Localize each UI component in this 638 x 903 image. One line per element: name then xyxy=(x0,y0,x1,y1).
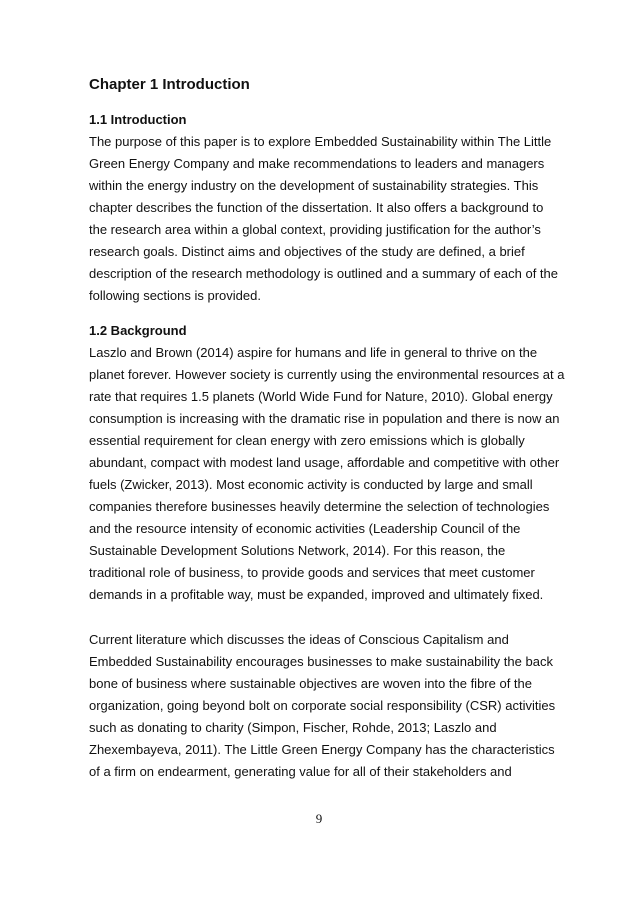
paragraph xyxy=(89,342,564,606)
text-line: bone of business where sustainable objectives are woven into the fibre of the xyxy=(89,676,532,691)
text-line: The purpose of this paper is to explore Embedded Sustainability within The Little xyxy=(89,134,552,149)
text-line: Embedded Sustainability encourages businesses to make sustainability the back xyxy=(89,654,553,669)
section-heading: 1.2 Background xyxy=(89,323,187,338)
chapter-title: Chapter 1 Introduction xyxy=(89,76,250,93)
paragraph xyxy=(89,131,558,307)
text-line: Green Energy Company and make recommendations to leaders and managers xyxy=(89,156,545,171)
text-line: chapter describes the function of the dissertation. It also offers a background to xyxy=(89,200,544,215)
text-line: of a firm on endearment, generating value for all of their stakeholders and xyxy=(89,764,512,779)
text-line: the research area within a global context, providing justification for the author’s xyxy=(89,222,541,237)
text-line: research goals. Distinct aims and objectives of the study are defined, a brief xyxy=(89,244,525,259)
text-line: consumption is increasing with the dramatic rise in population and there is now an xyxy=(89,411,560,426)
text-line: organization, going beyond bolt on corporate social responsibility (CSR) activities xyxy=(89,698,556,713)
text-line: Sustainable Development Solutions Network, 2014). For this reason, the xyxy=(89,543,506,558)
text-line: Current literature which discusses the ideas of Conscious Capitalism and xyxy=(89,632,509,647)
text-line: essential requirement for clean energy with zero emissions which is globally xyxy=(89,433,525,448)
text-line: companies therefore businesses heavily determine the selection of technologies xyxy=(89,499,550,514)
text-line: such as donating to charity (Simpon, Fischer, Rohde, 2013; Laszlo and xyxy=(89,720,497,735)
text-line: and the resource intensity of economic activities (Leadership Council of the xyxy=(89,521,521,536)
text-line: rate that requires 1.5 planets (World Wide Fund for Nature, 2010). Global energy xyxy=(89,389,553,404)
text-line: abundant, compact with modest land usage, affordable and competitive with other xyxy=(89,455,560,470)
text-line: demands in a profitable way, must be expanded, improved and ultimately fixed. xyxy=(89,587,544,602)
text-line: fuels (Zwicker, 2013). Most economic activity is conducted by large and small xyxy=(89,477,533,492)
section-heading: 1.1 Introduction xyxy=(89,112,187,127)
text-line: following sections is provided. xyxy=(89,288,261,303)
text-line: description of the research methodology is outlined and a summary of each of the xyxy=(89,266,558,281)
text-line: Laszlo and Brown (2014) aspire for humans and life in general to thrive on the xyxy=(89,345,538,360)
text-line: Zhexembayeva, 2011). The Little Green Energy Company has the characteristics xyxy=(89,742,555,757)
page-number: 9 xyxy=(315,811,323,826)
text-line: planet forever. However society is currently using the environmental resources at a xyxy=(89,367,565,382)
paragraph xyxy=(89,629,555,783)
text-line: within the energy industry on the development of sustainability strategies. This xyxy=(89,178,539,193)
text-line: traditional role of business, to provide goods and services that meet customer xyxy=(89,565,535,580)
